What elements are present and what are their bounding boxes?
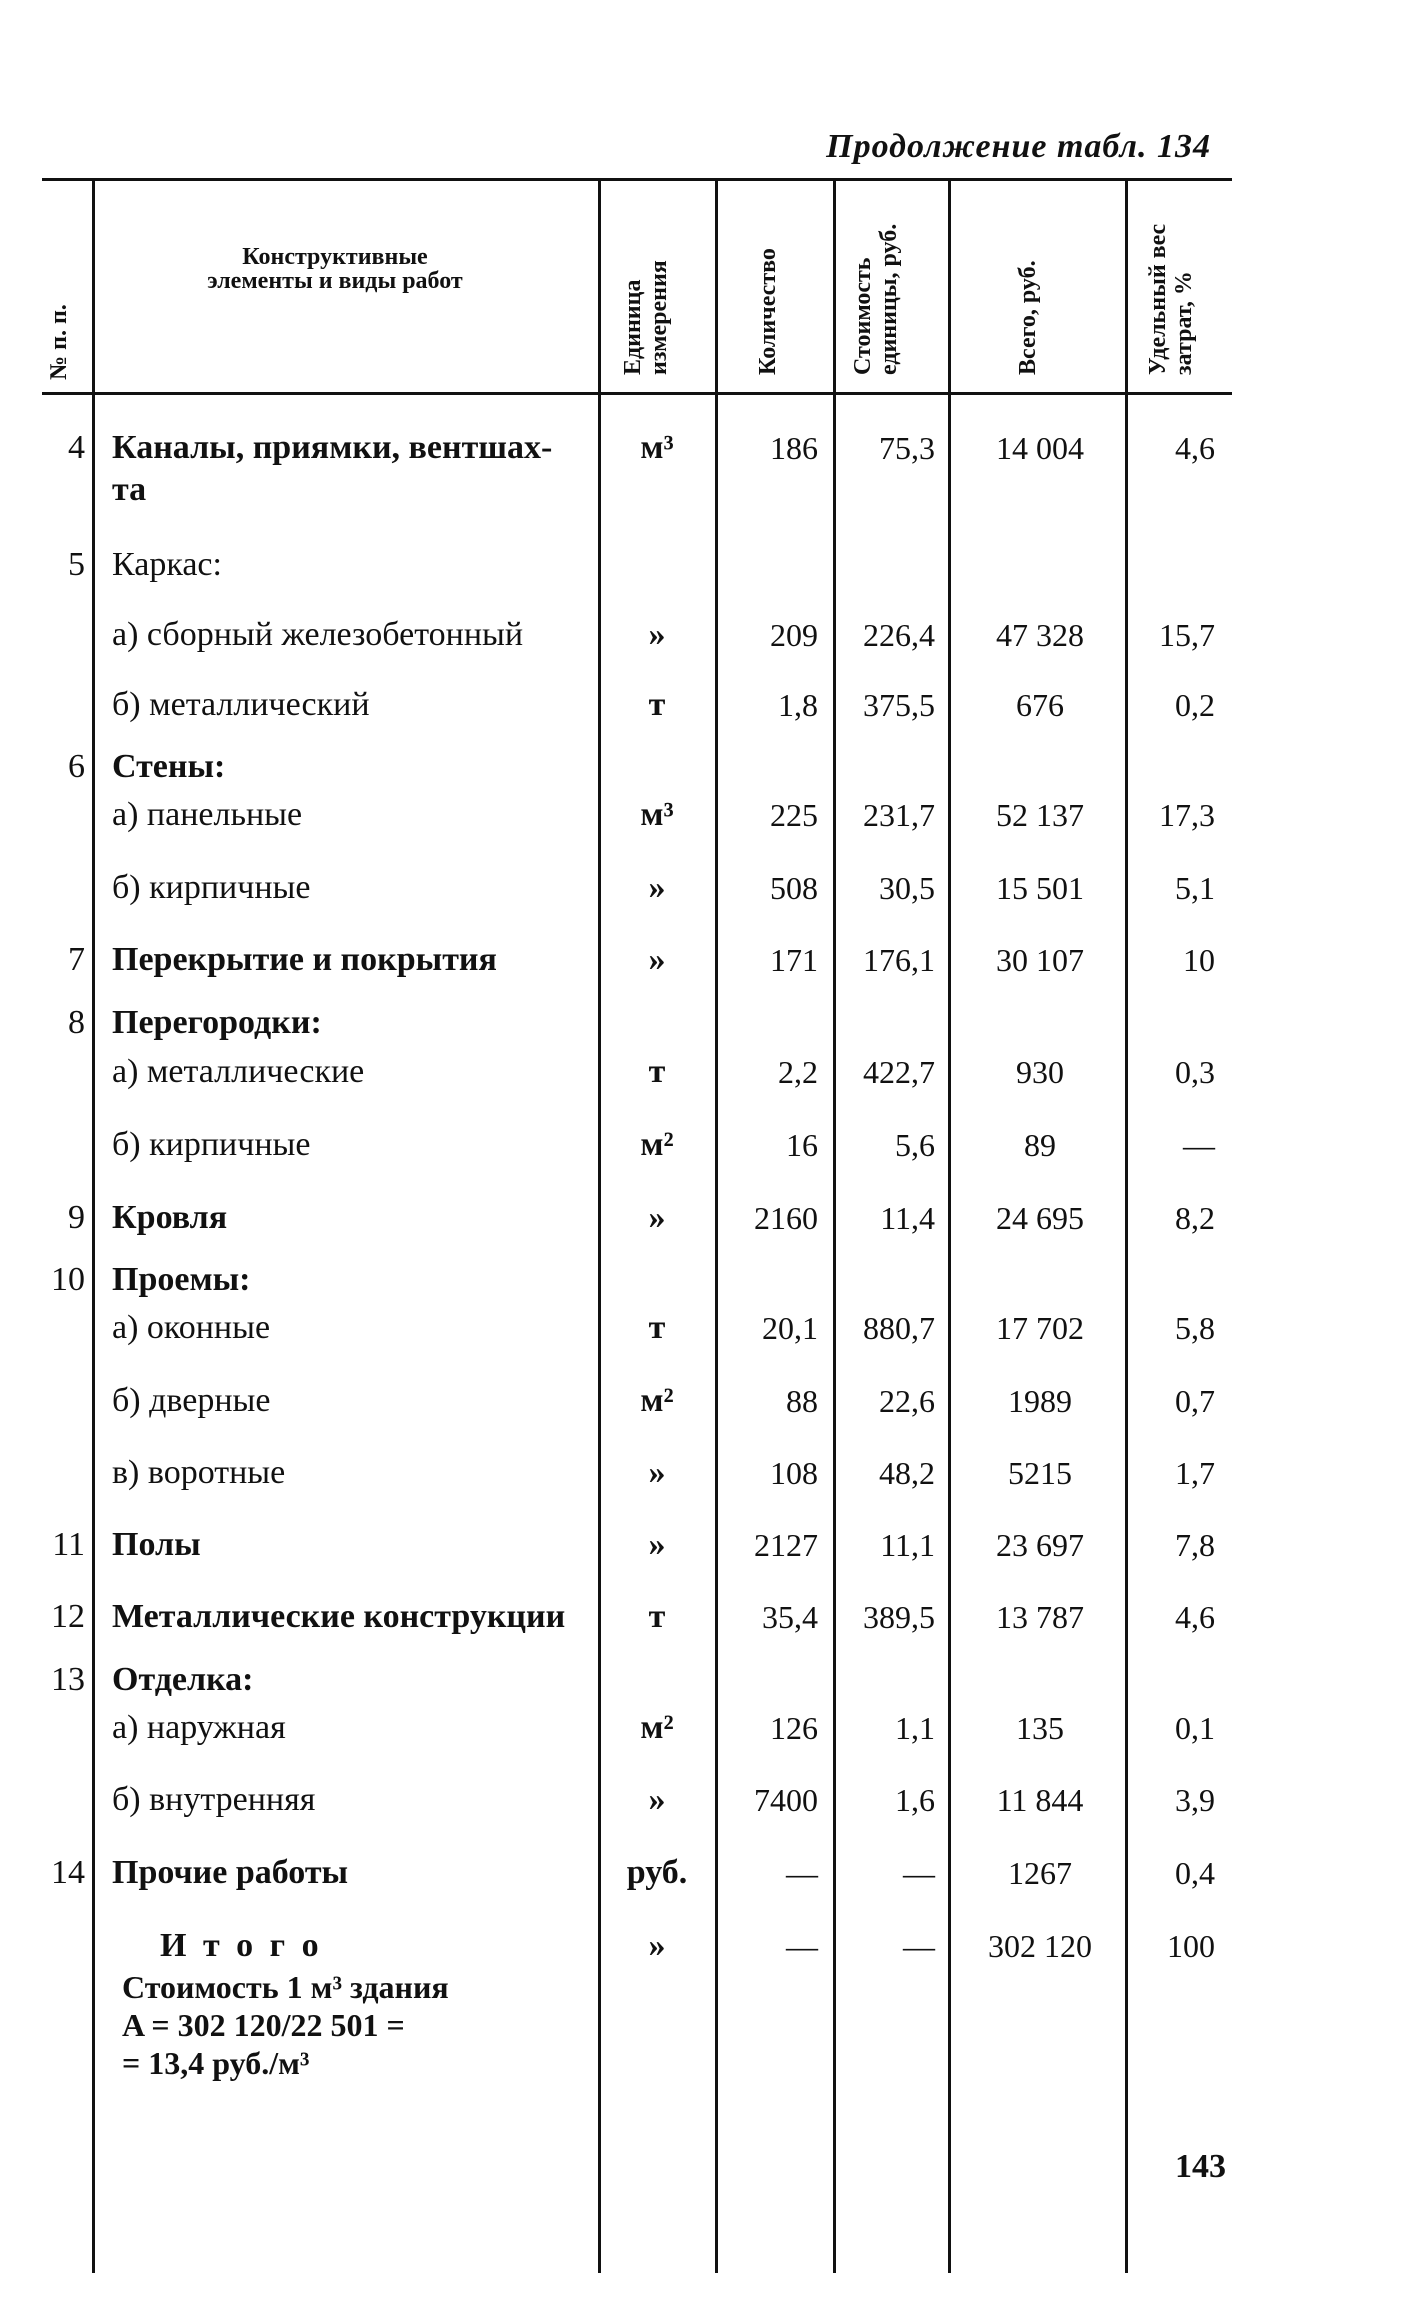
cell-qty: 2,2 [778,1054,818,1090]
cell-unit: » [648,1526,666,1563]
page-number: 143 [1175,2148,1226,2185]
cell-unit: » [648,1199,666,1236]
cell-cost: 1,6 [895,1782,935,1818]
cell-qty: 508 [770,870,818,906]
cell-unit: » [648,616,666,653]
cell-qty: 126 [770,1710,818,1746]
cell-name: Металлические конструкции [112,1598,566,1635]
cell-name: б) внутренняя [112,1781,316,1818]
cell-share: 5,8 [1175,1310,1215,1346]
cell-share: 0,7 [1175,1383,1215,1419]
cell-total: 13 787 [996,1599,1084,1635]
cell-no: 4 [68,429,85,466]
cell-cost: 48,2 [879,1455,935,1491]
cell-no: 10 [51,1261,85,1298]
cell-qty: — [786,1855,818,1891]
footer-note-line3: = 13,4 руб./м³ [122,2045,310,2081]
cell-name: Кровля [112,1199,228,1236]
cell-unit: м² [640,1709,674,1746]
header-qty: Количество [755,248,781,375]
col-divider-6 [1125,178,1128,2273]
cell-name: б) металлический [112,686,370,723]
cell-cost: 11,1 [880,1527,935,1563]
cell-cost: 176,1 [863,942,935,978]
cell-no: 8 [68,1004,85,1041]
cell-total: 24 695 [996,1200,1084,1236]
cell-qty: 209 [770,617,818,653]
cell-total: 11 844 [996,1782,1084,1818]
col-divider-4 [833,178,836,2273]
cell-qty: 88 [786,1383,818,1419]
top-rule [42,178,1232,181]
footer-note-line2: A = 302 120/22 501 = [122,2007,405,2043]
cell-no: 11 [52,1526,85,1563]
cell-unit: м² [640,1126,674,1163]
cell-qty: 35,4 [762,1599,818,1635]
cell-name: а) металлические [112,1053,365,1090]
cell-name: И т о г о [160,1927,323,1964]
cell-cost: — [903,1928,935,1964]
cell-total: 676 [1016,687,1064,723]
cell-total: 17 702 [996,1310,1084,1346]
cell-total: 30 107 [996,942,1084,978]
cell-total: 930 [1016,1054,1064,1090]
cell-qty: 16 [786,1127,818,1163]
cell-total: 47 328 [996,617,1084,653]
cell-unit: м² [640,1382,674,1419]
cell-name: а) наружная [112,1709,286,1746]
cell-cost: 880,7 [863,1310,935,1346]
cell-cost: 1,1 [895,1710,935,1746]
cell-share: 4,6 [1175,430,1215,466]
cell-total: 5215 [1008,1455,1072,1491]
header-no: № п. п. [46,304,72,380]
cell-no: 5 [68,546,85,583]
cell-share: 0,1 [1175,1710,1215,1746]
header-element: Конструктивные элементы и виды работ [207,244,463,294]
cell-unit: » [648,1781,666,1818]
cell-name: Отделка: [112,1661,254,1698]
cell-share: 0,3 [1175,1054,1215,1090]
cell-name: а) сборный железобетонный [112,616,524,653]
cell-cost: 422,7 [863,1054,935,1090]
table-caption: Продолжение табл. 134 [826,128,1211,165]
cell-qty: 7400 [754,1782,818,1818]
cell-qty: 171 [770,942,818,978]
cell-share: — [1183,1127,1215,1163]
cell-qty: — [786,1928,818,1964]
cell-unit: т [648,1598,666,1635]
cell-name: б) кирпичные [112,869,311,906]
cell-name: Проемы: [112,1261,251,1298]
cell-total: 302 120 [988,1928,1092,1964]
cell-name: Прочие работы [112,1854,349,1891]
cell-name: Полы [112,1526,201,1563]
cell-cost: 11,4 [880,1200,935,1236]
header-unit: Единица измерения [620,260,672,375]
col-divider-5 [948,178,951,2273]
cell-cost: 375,5 [863,687,935,723]
cell-qty: 20,1 [762,1310,818,1346]
cell-no: 9 [68,1199,85,1236]
header-share: Удельный вес затрат, % [1145,223,1197,375]
cell-share: 5,1 [1175,870,1215,906]
cell-unit: т [648,1053,666,1090]
cell-unit: м³ [640,796,674,833]
cell-no: 7 [68,941,85,978]
cell-share: 10 [1183,942,1215,978]
cell-total: 15 501 [996,870,1084,906]
col-divider-1 [92,178,95,2273]
cell-unit: » [648,869,666,906]
cell-cost: 5,6 [895,1127,935,1163]
cell-share: 100 [1167,1928,1215,1964]
cell-share: 8,2 [1175,1200,1215,1236]
header-unit-cost: Стоимость единицы, руб. [850,223,902,375]
cell-name: а) оконные [112,1309,271,1346]
cell-total: 1267 [1008,1855,1072,1891]
cell-total: 1989 [1008,1383,1072,1419]
cell-qty: 186 [770,430,818,466]
cell-unit: руб. [626,1854,688,1891]
cell-total: 135 [1016,1710,1064,1746]
cell-unit: т [648,686,666,723]
cell-share: 15,7 [1159,617,1215,653]
cell-share: 0,4 [1175,1855,1215,1891]
cell-total: 89 [1024,1127,1056,1163]
cell-cost: 231,7 [863,797,935,833]
cell-qty: 2127 [754,1527,818,1563]
cell-unit: » [648,1927,666,1964]
cell-share: 7,8 [1175,1527,1215,1563]
cell-qty: 2160 [754,1200,818,1236]
cell-qty: 108 [770,1455,818,1491]
cell-share: 1,7 [1175,1455,1215,1491]
cell-name: а) панельные [112,796,303,833]
cell-qty: 225 [770,797,818,833]
cell-name: б) дверные [112,1382,271,1419]
cell-total: 14 004 [996,430,1084,466]
cell-name: Каркас: [112,546,222,583]
cell-no: 12 [51,1598,85,1635]
cell-unit: т [648,1309,666,1346]
cell-unit: » [648,1454,666,1491]
cell-total: 23 697 [996,1527,1084,1563]
cell-name: Перекрытие и покрытия [112,941,497,978]
cell-no: 14 [51,1854,85,1891]
cell-cost: 75,3 [879,430,935,466]
header-total: Всего, руб. [1015,260,1041,375]
cell-no: 13 [51,1661,85,1698]
cell-name: в) воротные [112,1454,286,1491]
cell-name: б) кирпичные [112,1126,311,1163]
cell-cost: 30,5 [879,870,935,906]
cell-qty: 1,8 [778,687,818,723]
cell-unit: м³ [640,429,674,466]
cell-name-continuation: та [112,471,147,508]
cell-no: 6 [68,748,85,785]
cell-share: 17,3 [1159,797,1215,833]
cell-total: 52 137 [996,797,1084,833]
header-bottom-rule [42,392,1232,395]
footer-note-line1: Стоимость 1 м³ здания [122,1969,449,2005]
cell-name: Каналы, приямки, вентшах- [112,429,553,466]
cell-cost: — [903,1855,935,1891]
cell-name: Стены: [112,748,226,785]
cell-share: 4,6 [1175,1599,1215,1635]
cell-share: 3,9 [1175,1782,1215,1818]
cell-cost: 226,4 [863,617,935,653]
footer-note [122,1968,449,2082]
cell-cost: 389,5 [863,1599,935,1635]
cell-name: Перегородки: [112,1004,322,1041]
cell-unit: » [648,941,666,978]
cell-share: 0,2 [1175,687,1215,723]
cell-cost: 22,6 [879,1383,935,1419]
